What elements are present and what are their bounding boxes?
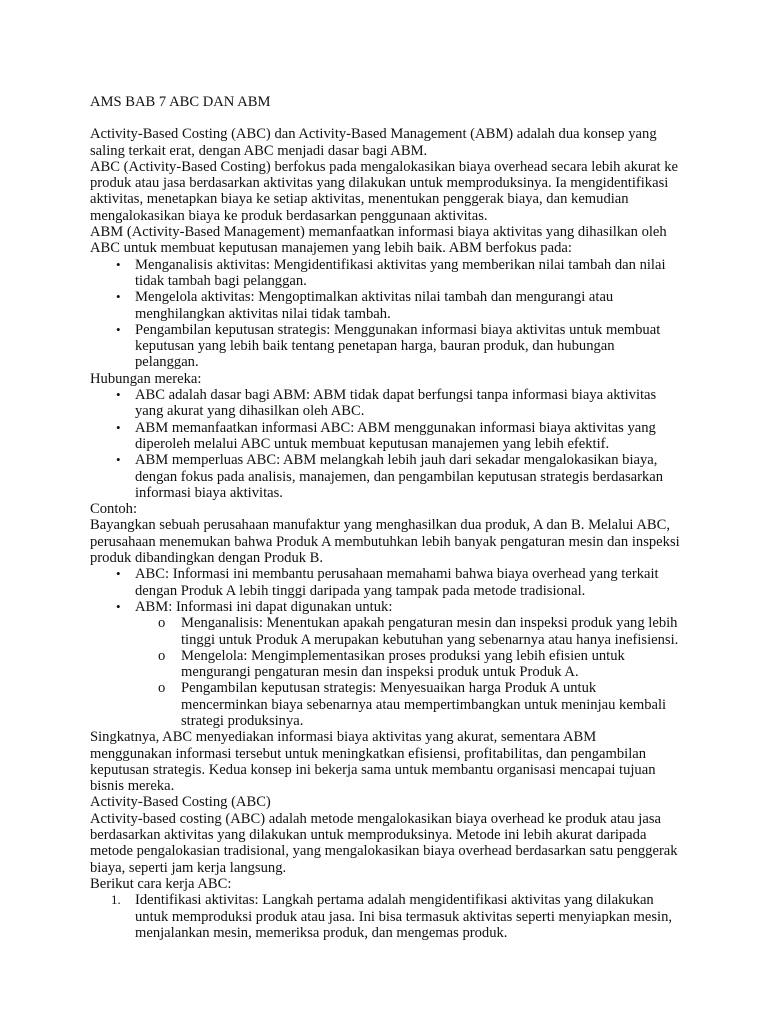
summary-paragraph: Singkatnya, ABC menyediakan informasi biaya aktivitas yang akurat, sementara ABM menggunakan informasi tersebut untuk meningkatkan efisiensi, profitabilitas, dan pengambilan keputusan strategis. Kedua konsep ini bekerja sama untuk membantu organisasi mencapai tujuan bisnis mereka. bbox=[90, 729, 656, 795]
abm-definition-paragraph: ABM (Activity-Based Management) memanfaatkan informasi biaya aktivitas yang dihasilkan oleh ABC untuk membuat keputusan manajemen yang lebih baik. ABM berfokus pada: bbox=[90, 224, 667, 257]
list-item bbox=[90, 452, 680, 501]
contoh-list bbox=[90, 566, 680, 729]
bullet-marker: • bbox=[116, 419, 121, 435]
list-item bbox=[90, 257, 680, 290]
list-item bbox=[90, 599, 680, 729]
document-title: AMS BAB 7 ABC DAN ABM bbox=[90, 94, 271, 110]
bullet-marker: • bbox=[116, 566, 121, 582]
bullet-marker: • bbox=[116, 321, 121, 337]
abc-section-paragraph: Activity-based costing (ABC) adalah metode mengalokasikan biaya overhead ke produk atau jasa berdasarkan aktivitas yang dilakukan untuk memproduksinya. Metode ini lebih akurat daripada metode pengalokasian tradisional, yang mengalokasikan biaya overhead berdasarkan satu penggerak biaya, seperti jam kerja langsung. bbox=[90, 810, 678, 876]
list-item-text: ABC adalah dasar bagi ABM: ABM tidak dapat berfungsi tanpa informasi biaya aktivitas yang akurat yang dihasilkan oleh ABC. bbox=[135, 387, 657, 420]
abc-section-heading: Activity-Based Costing (ABC) bbox=[90, 794, 271, 811]
sublist-item bbox=[90, 680, 680, 729]
hubungan-list bbox=[90, 387, 680, 501]
sub-bullet-marker: o bbox=[158, 615, 166, 632]
list-item bbox=[90, 289, 680, 322]
sub-bullet-marker: o bbox=[158, 680, 166, 697]
list-item bbox=[90, 387, 680, 420]
list-item-text: Mengelola aktivitas: Mengoptimalkan aktivitas nilai tambah dan mengurangi atau menghilangkan aktivitas nilai tidak tambah. bbox=[135, 289, 614, 322]
list-item-text: ABM: Informasi ini dapat digunakan untuk: bbox=[135, 598, 393, 615]
contoh-heading: Contoh: bbox=[90, 501, 138, 518]
cara-kerja-list bbox=[90, 892, 680, 941]
cara-kerja-heading: Berikut cara kerja ABC: bbox=[90, 875, 232, 892]
sublist-item-text: Pengambilan keputusan strategis: Menyesuaikan harga Produk A untuk mencerminkan biaya sebenarnya atau mempertimbangkan untuk meninjau kembali strategi produksinya. bbox=[181, 680, 667, 729]
abc-definition-paragraph: ABC (Activity-Based Costing) berfokus pada mengalokasikan biaya overhead secara lebih akurat ke produk atau jasa berdasarkan aktivitas yang dilakukan untuk memproduksinya. Ia mengidentifikasi aktivitas, menetapkan biaya ke setiap aktivitas, menentukan penggerak biaya, dan kemudian mengalokasikan biaya ke produk berdasarkan penggunaan aktivitas. bbox=[90, 158, 679, 224]
sublist-item-text: Mengelola: Mengimplementasikan proses produksi yang lebih efisien untuk mengurangi pengaturan mesin dan inspeksi produk untuk Produk A. bbox=[181, 647, 625, 681]
list-item-text: Pengambilan keputusan strategis: Menggunakan informasi biaya aktivitas untuk membuat keputusan yang lebih baik tentang penetapan harga, bauran produk, dan hubungan pelanggan. bbox=[135, 321, 661, 371]
bullet-marker: • bbox=[116, 598, 121, 614]
list-item bbox=[90, 566, 680, 599]
sublist-item-text: Menganalisis: Menentukan apakah pengaturan mesin dan inspeksi produk yang lebih tinggi untuk Produk A merupakan kebutuhan yang sebenarnya atau hanya inefisiensi. bbox=[181, 615, 679, 648]
bullet-marker: • bbox=[116, 256, 121, 272]
numbered-item bbox=[90, 892, 680, 941]
contoh-abm-sublist bbox=[90, 615, 680, 729]
bullet-marker: • bbox=[116, 289, 121, 305]
sub-bullet-marker: o bbox=[158, 647, 166, 664]
contoh-paragraph: Bayangkan sebuah perusahaan manufaktur yang menghasilkan dua produk, A dan B. Melalui ABC, perusahaan menemukan bahwa Produk A membutuhkan lebih banyak pengaturan mesin dan inspeksi produk dibandingkan dengan Produk B. bbox=[90, 517, 680, 567]
hubungan-heading: Hubungan mereka: bbox=[90, 370, 202, 387]
sublist-item bbox=[90, 648, 680, 681]
list-item-text: ABM memanfaatkan informasi ABC: ABM menggunakan informasi biaya aktivitas yang diperoleh melalui ABC untuk membuat keputusan manajemen yang lebih efektif. bbox=[135, 419, 656, 452]
list-item bbox=[90, 322, 680, 371]
sublist-item bbox=[90, 615, 680, 648]
list-item-text: ABC: Informasi ini membantu perusahaan memahami bahwa biaya overhead yang terkait dengan Produk A lebih tinggi daripada yang tampak pada metode tradisional. bbox=[135, 566, 659, 599]
list-item-text: ABM memperluas ABC: ABM melangkah lebih jauh dari sekadar mengalokasikan biaya, dengan fokus pada analisis, manajemen, dan pengambilan keputusan strategis berdasarkan informasi biaya aktivitas. bbox=[135, 452, 664, 501]
number-marker: 1. bbox=[111, 892, 121, 908]
abm-focus-list bbox=[90, 257, 680, 371]
numbered-item-text: Identifikasi aktivitas: Langkah pertama adalah mengidentifikasi aktivitas yang dilakukan untuk memproduksi produk atau jasa. Ini bisa termasuk aktivitas seperti menyiapkan mesin, menjalankan mesin, memeriksa produk, dan mengemas produk. bbox=[135, 892, 673, 941]
list-item bbox=[90, 420, 680, 453]
intro-paragraph: Activity-Based Costing (ABC) dan Activity-Based Management (ABM) adalah dua konsep yang saling terkait erat, dengan ABC menjadi dasar bagi ABM. bbox=[90, 126, 657, 159]
bullet-marker: • bbox=[116, 452, 121, 468]
bullet-marker: • bbox=[116, 387, 121, 403]
list-item-text: Menganalisis aktivitas: Mengidentifikasi aktivitas yang memberikan nilai tambah dan nilai tidak tambah bagi pelanggan. bbox=[135, 256, 666, 289]
